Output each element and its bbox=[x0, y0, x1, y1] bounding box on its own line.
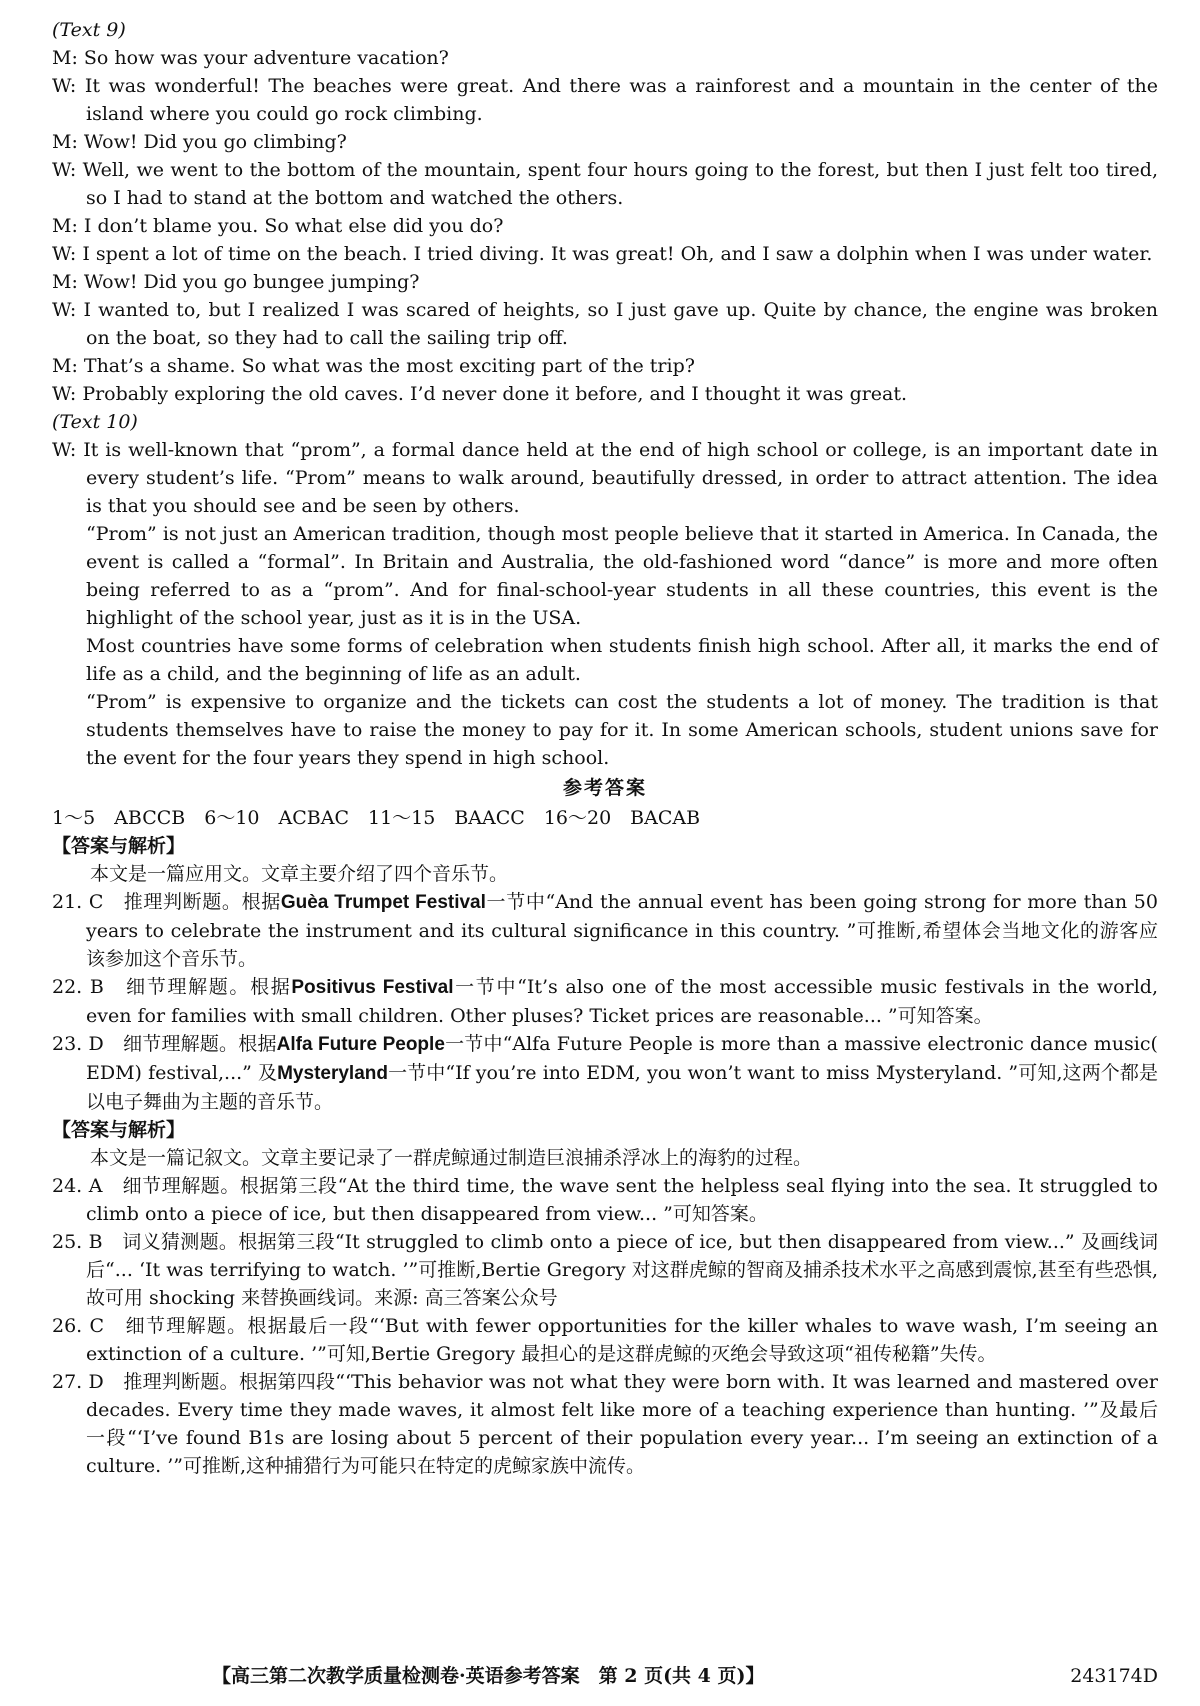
question-type: 细节理解题。 bbox=[122, 1175, 240, 1197]
question-text: 根据第四段“‘This behavior was not what they were born with. It was learned and mastered over decades. Every time they made waves, it almost felt like more of a teaching experience than hunting. ’”及最后一段“‘I’ve found B1s are losing about 5 percent of their population every year... I’m seeing an extinction of a culture. ’”可推断,这种捕猎行为可能只在特定的虎鲸家族中流传。 bbox=[86, 1371, 1158, 1477]
question-number: 27. D bbox=[52, 1371, 104, 1393]
text10-heading: (Text 10) bbox=[52, 411, 138, 433]
festival-name: Positivus Festival bbox=[291, 977, 454, 998]
question-type: 细节理解题。 bbox=[125, 1315, 248, 1337]
question-type: 推理判断题。 bbox=[123, 1371, 239, 1393]
monologue-paragraph: Most countries have some forms of celebration when students finish high school. After all, it marks the end of life as a child, and the beginning of life as an adult. bbox=[86, 635, 1158, 685]
question-27 bbox=[52, 1368, 1158, 1480]
question-text: 根据 bbox=[250, 976, 292, 998]
analysis-intro: 本文是一篇应用文。文章主要介绍了四个音乐节。 bbox=[90, 863, 509, 885]
question-type: 细节理解题。 bbox=[123, 1033, 239, 1055]
question-text: 一节中“And the annual event has been going strong for more than 50 years to celebrate the instrument and its cultural significance in this country. ”可推断,希望体会当地文化的游客应该参加这个音乐节。 bbox=[86, 891, 1158, 970]
dialogue-line: M: Wow! Did you go bungee jumping? bbox=[52, 271, 420, 293]
question-type: 推理判断题。 bbox=[123, 891, 242, 913]
dialogue-line: W: I wanted to, but I realized I was scared of heights, so I just gave up. Quite by chance, the engine was broken on the boat, so they had to call the sailing trip off. bbox=[52, 299, 1158, 349]
question-text: 根据第三段“At the third time, the wave sent the helpless seal flying into the sea. It struggled to climb onto a piece of ice, but then disappeared from view... ”可知答案。 bbox=[86, 1175, 1158, 1225]
festival-name: Alfa Future People bbox=[276, 1034, 445, 1055]
document-page bbox=[52, 16, 1158, 1480]
question-22 bbox=[52, 973, 1158, 1030]
question-text: 根据最后一段“‘But with fewer opportunities for the killer whales to wave wash, I’m seeing an extinction of a culture. ’”可知,Bertie Gregory 最担心的是这群虎鲸的灭绝会导致这项“祖传秘籍”失传。 bbox=[86, 1315, 1158, 1365]
question-text: 一节中“Alfa Future People is more than a massive electronic dance music( EDM) festival,...” 及 bbox=[86, 1033, 1158, 1084]
question-number: 26. C bbox=[52, 1315, 105, 1337]
question-21 bbox=[52, 888, 1158, 973]
dialogue-line: M: Wow! Did you go climbing? bbox=[52, 131, 347, 153]
text9-heading: (Text 9) bbox=[52, 19, 126, 41]
dialogue-line: W: It was wonderful! The beaches were great. And there was a rainforest and a mountain in the center of the island where you could go rock climbing. bbox=[52, 75, 1158, 125]
text9-dialogue bbox=[52, 44, 1158, 408]
question-24 bbox=[52, 1172, 1158, 1228]
question-text: 一节中“It’s also one of the most accessible music festivals in the world, even for families with small children. Other pluses? Ticket prices are reasonable... ”可知答案。 bbox=[86, 976, 1158, 1027]
footer-title: 【高三第二次教学质量检测卷·英语参考答案 第 2 页(共 4 页)】 bbox=[212, 1665, 765, 1687]
question-number: 22. B bbox=[52, 976, 104, 998]
dialogue-line: W: Probably exploring the old caves. I’d never done it before, and I thought it was great. bbox=[52, 383, 908, 405]
analysis-header: 【答案与解析】 bbox=[52, 1119, 186, 1141]
question-number: 23. D bbox=[52, 1033, 104, 1055]
question-25 bbox=[52, 1228, 1158, 1312]
analysis-header: 【答案与解析】 bbox=[52, 835, 186, 857]
question-text: 根据 bbox=[241, 891, 281, 913]
festival-name: Mysteryland bbox=[277, 1063, 388, 1084]
question-23 bbox=[52, 1030, 1158, 1116]
dialogue-line: M: I don’t blame you. So what else did you do? bbox=[52, 215, 504, 237]
question-text: 根据第三段“It struggled to climb onto a piece of ice, but then disappeared from view...” 及画线词后“... ‘It was terrifying to watch. ’”可推断,Bertie Gregory 对这群虎鲸的智商及捕杀技术水平之高感到震惊,甚至有些恐惧,故可用 shocking 来替换画线词。来源: 高三答案公众号 bbox=[86, 1231, 1158, 1309]
dialogue-line: W: I spent a lot of time on the beach. I tried diving. It was great! Oh, and I saw a dolphin when I was under water. bbox=[52, 243, 1153, 265]
footer-code: 243174D bbox=[1070, 1665, 1158, 1687]
dialogue-line: M: That’s a shame. So what was the most exciting part of the trip? bbox=[52, 355, 695, 377]
dialogue-line: W: Well, we went to the bottom of the mountain, spent four hours going to the forest, but then I just felt too tired, so I had to stand at the bottom and watched the others. bbox=[52, 159, 1158, 209]
monologue-paragraph: “Prom” is not just an American tradition, though most people believe that it started in America. In Canada, the event is called a “formal”. In Britain and Australia, the old-fashioned word “dance” is more and more often being referred to as a “prom”. And for final-school-year students in all these countries, this event is the highlight of the school year, just as it is in the USA. bbox=[86, 523, 1158, 629]
question-type: 细节理解题。 bbox=[126, 976, 251, 998]
analysis-intro: 本文是一篇记叙文。文章主要记录了一群虎鲸通过制造巨浪捕杀浮冰上的海豹的过程。 bbox=[90, 1147, 813, 1169]
monologue-first-paragraph: W: It is well-known that “prom”, a formal dance held at the end of high school or college, is an important date in every student’s life. “Prom” means to walk around, beautifully dressed, in order to attract attention. The idea is that you should see and be seen by others. bbox=[52, 439, 1158, 517]
question-text: 一节中“If you’re into EDM, you won’t want to miss Mysteryland. ”可知,这两个都是以电子舞曲为主题的音乐节。 bbox=[86, 1062, 1158, 1113]
question-number: 21. C bbox=[52, 891, 104, 913]
question-text: 根据 bbox=[238, 1033, 277, 1055]
festival-name: Guèa Trumpet Festival bbox=[280, 892, 486, 913]
dialogue-line: M: So how was your adventure vacation? bbox=[52, 47, 449, 69]
monologue-paragraph: “Prom” is expensive to organize and the tickets can cost the students a lot of money. The tradition is that students themselves have to raise the money to pay for it. In some American schools, student unions save for the event for the four years they spend in high school. bbox=[86, 691, 1158, 769]
question-number: 24. A bbox=[52, 1175, 103, 1197]
answer-key-title: 参考答案 bbox=[562, 777, 647, 799]
text10-monologue bbox=[52, 436, 1158, 772]
question-type: 词义猜测题。 bbox=[122, 1231, 239, 1253]
question-number: 25. B bbox=[52, 1231, 103, 1253]
answer-key-line: 1～5 ABCCB 6～10 ACBAC 11～15 BAACC 16～20 BACAB bbox=[52, 807, 701, 829]
question-26 bbox=[52, 1312, 1158, 1368]
